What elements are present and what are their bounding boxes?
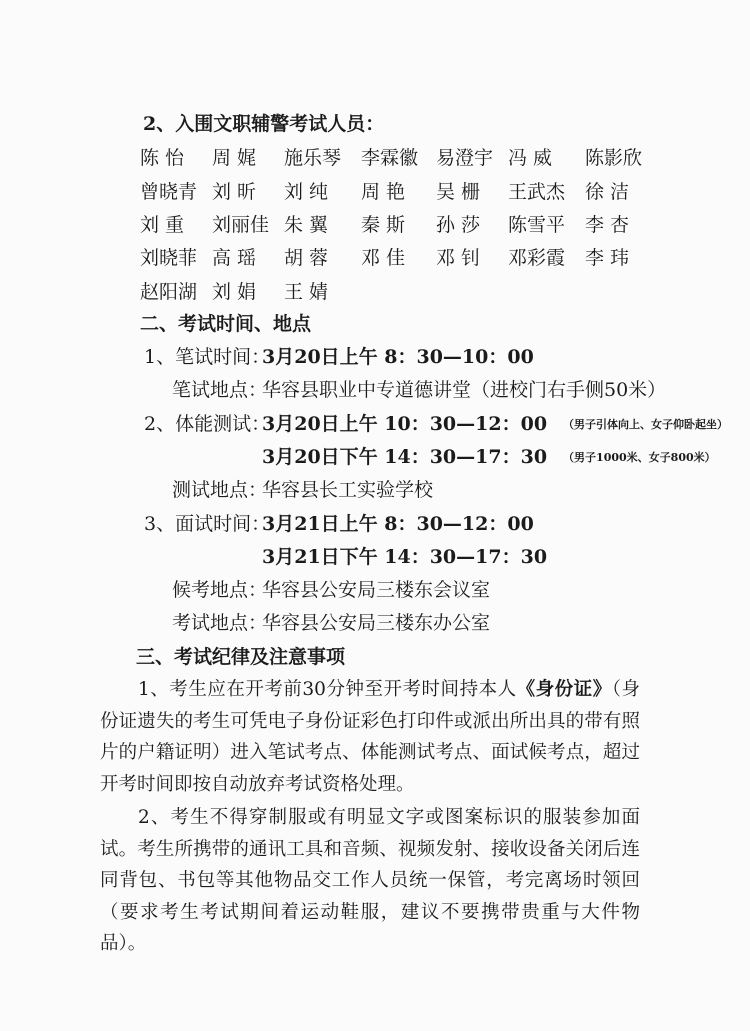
candidate-name: 秦 斯 (361, 214, 406, 236)
candidate-name: 胡 蓉 (284, 247, 329, 269)
physical-time2-value: 3月20日下午 14：30—17：30 (262, 446, 548, 468)
section-heading-admitted: 2、入围文职辅警考试人员： (143, 113, 385, 135)
part-title-discipline: 三、考试纪律及注意事项 (136, 646, 346, 668)
rule-2-text: 2、考生不得穿制服或有明显文字或图案标识的服装参加面试。考生所携带的通讯工具和音频、视频发射、接收设备关闭后连同背包、书包等其他物品交工作人员统一保管，考完离场时领回（要求考生考试期间着运动鞋服，建议不要携带贵重与大件物品）。 (100, 807, 640, 954)
candidate-name: 李霖徽 (361, 147, 419, 169)
candidate-name: 赵阳湖 (140, 281, 198, 303)
candidate-name: 李 玮 (585, 247, 630, 269)
rule-1-text-cont: （身份证遗失的考生可凭电子身份证彩色打印件或派出所出具的带有照片的户籍证明）进入笔试考点、体能测试考点、面试候考点，超过开考时间即按自动放弃考试资格处理。 (100, 679, 640, 795)
candidate-name: 王武杰 (508, 181, 566, 203)
interview-time-label: 3、面试时间： (144, 513, 271, 535)
physical-time1 (262, 412, 728, 437)
candidate-name: 孙 莎 (436, 214, 481, 236)
rule-1-id-card: 《身份证》 (516, 679, 612, 700)
candidate-name: 王 婧 (284, 281, 329, 303)
written-place-label: 笔试地点： (172, 379, 268, 401)
candidate-name: 刘 重 (140, 214, 185, 236)
candidate-name: 朱 翼 (284, 214, 329, 236)
written-time-label: 1、笔试时间： (144, 346, 271, 368)
candidate-name: 陈雪平 (508, 214, 566, 236)
candidate-name: 刘 昕 (212, 181, 257, 203)
candidate-name: 吴 栅 (436, 181, 481, 203)
candidate-name: 刘 纯 (284, 181, 329, 203)
candidate-name: 刘晓菲 (140, 247, 198, 269)
candidate-name: 刘 娟 (212, 281, 257, 303)
written-place-value: 华容县职业中专道德讲堂（进校门右手侧50米） (262, 379, 667, 401)
candidate-name: 高 瑶 (212, 247, 257, 269)
candidate-name: 徐 洁 (585, 181, 630, 203)
interview-time2-value: 3月21日下午 14：30—17：30 (262, 546, 548, 568)
physical-place-value: 华容县长工实验学校 (262, 479, 434, 501)
part-title-time-place: 二、考试时间、地点 (140, 313, 312, 335)
candidate-name: 曾晓青 (140, 181, 198, 203)
candidate-name: 邓彩霞 (508, 247, 566, 269)
candidate-name: 冯 威 (508, 147, 553, 169)
candidate-name: 陈 怡 (140, 147, 185, 169)
physical-time1-note: （男子引体向上、女子仰卧起坐） (563, 418, 729, 431)
interview-place-label: 考试地点： (172, 612, 268, 634)
candidate-name: 陈影欣 (585, 147, 643, 169)
interview-place-value: 华容县公安局三楼东办公室 (262, 612, 491, 634)
interview-wait-value: 华容县公安局三楼东会议室 (262, 579, 491, 601)
candidate-name: 邓 佳 (361, 247, 406, 269)
candidate-name: 刘丽佳 (212, 214, 270, 236)
physical-time2-note: （男子1000米、女子800米） (563, 451, 716, 464)
physical-place-label: 测试地点： (172, 479, 268, 501)
written-time-value: 3月20日上午 8：30—10：00 (262, 346, 534, 368)
candidate-name: 邓 钊 (436, 247, 481, 269)
rule-2-paragraph (100, 802, 640, 960)
candidate-name: 易澄宇 (436, 147, 494, 169)
candidate-name: 周 娓 (212, 147, 257, 169)
candidate-name: 李 杏 (585, 214, 630, 236)
rule-1-paragraph (100, 674, 640, 800)
candidate-name: 施乐琴 (284, 147, 342, 169)
interview-wait-label: 候考地点： (172, 579, 268, 601)
physical-time-label: 2、体能测试： (144, 413, 271, 435)
physical-time1-value: 3月20日上午 10：30—12：00 (262, 413, 548, 435)
interview-time1-value: 3月21日上午 8：30—12：00 (262, 513, 534, 535)
rule-1-text: 1、考生应在开考前30分钟至开考时间持本人 (138, 679, 517, 700)
physical-time2 (262, 445, 716, 470)
candidate-name: 周 艳 (361, 181, 406, 203)
